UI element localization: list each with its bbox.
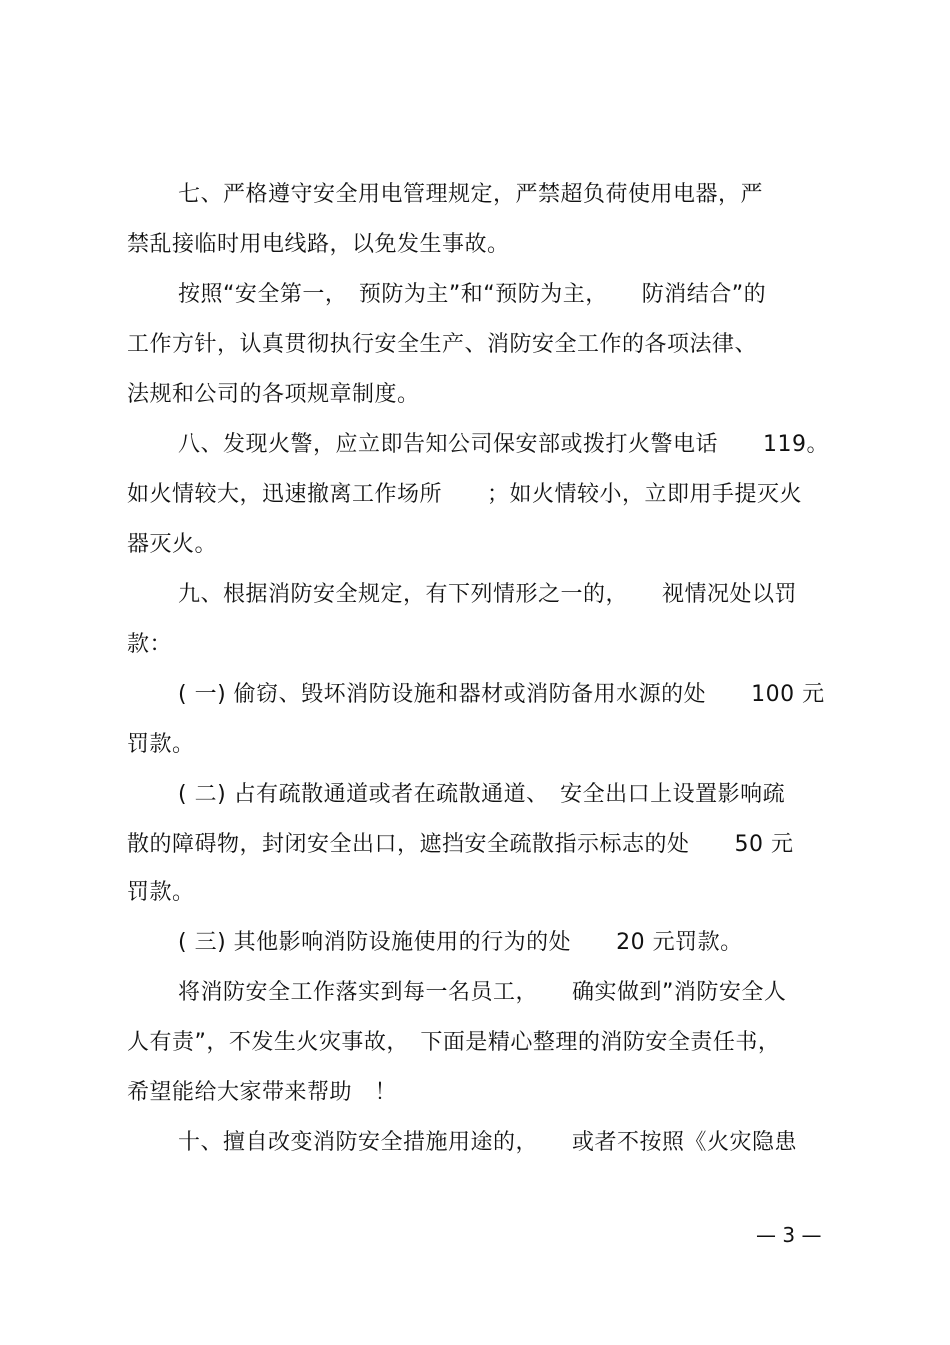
page-number: — 3 — (756, 1223, 822, 1247)
text-line: 按照“安全第一， 预防为主”和“预防为主， 防消结合”的 (178, 282, 767, 307)
text-line: 人有责”，不发生火灾事故， 下面是精心整理的消防安全责任书， (127, 1030, 781, 1055)
text-line: 如火情较大，迅速撤离工作场所 ；如火情较小，立即用手提灭火 (127, 482, 803, 507)
text-line: 禁乱接临时用电线路，以免发生事故。 (127, 232, 510, 257)
text-line: ( 一) 偷窃、毁坏消防设施和器材或消防备用水源的处 100 元 (178, 682, 825, 707)
text-line: ( 二) 占有疏散通道或者在疏散通道、 安全出口上设置影响疏 (178, 782, 786, 807)
text-line: 款： (127, 632, 173, 657)
text-line: 十、擅自改变消防安全措施用途的， 或者不按照《火灾隐患 (178, 1130, 798, 1155)
text-line: 散的障碍物，封闭安全出口，遮挡安全疏散指示标志的处 50 元 (127, 832, 794, 857)
text-line: 希望能给大家带来帮助 ！ (127, 1080, 398, 1105)
text-line: 器灭火。 (127, 532, 218, 557)
text-line: 七、严格遵守安全用电管理规定，严禁超负荷使用电器，严 (178, 182, 764, 207)
text-line: 法规和公司的各项规章制度。 (127, 382, 420, 407)
text-line: 八、发现火警，应立即告知公司保安部或拨打火警电话 119。 (178, 432, 829, 457)
text-line: 将消防安全工作落实到每一名员工， 确实做到”消防安全人 (178, 980, 787, 1005)
text-line: 罚款。 (127, 880, 195, 905)
text-line: 工作方针，认真贯彻执行安全生产、消防安全工作的各项法律、 (127, 332, 758, 357)
text-line: 罚款。 (127, 732, 195, 757)
text-line: ( 三) 其他影响消防设施使用的行为的处 20 元罚款。 (178, 930, 743, 955)
text-line: 九、根据消防安全规定，有下列情形之一的， 视情况处以罚 (178, 582, 798, 607)
